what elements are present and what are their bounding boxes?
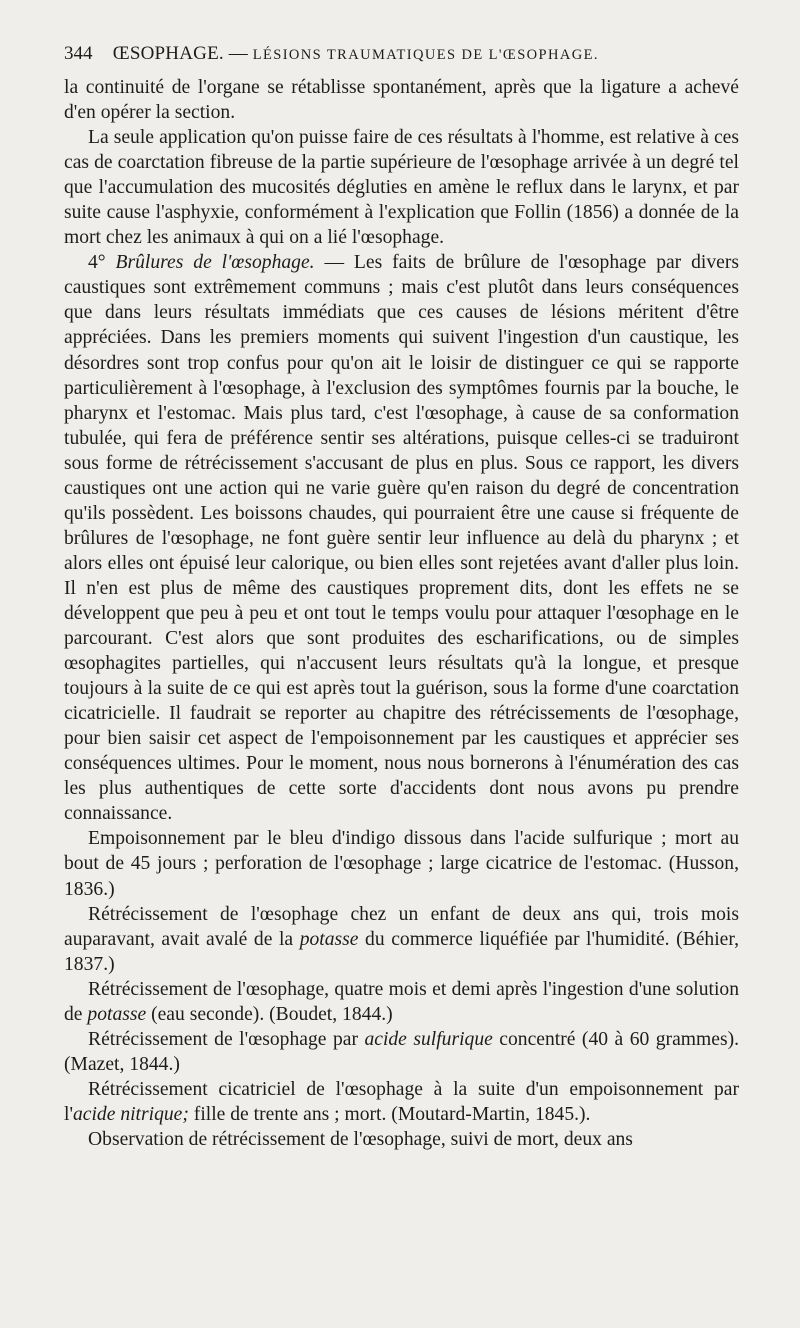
body-text <box>64 75 739 1152</box>
running-header <box>64 42 738 67</box>
chapter-title: ŒSOPHAGE. — <box>112 43 248 64</box>
paragraph-continuation: la continuité de l'organe se rétablisse spontanément, après que la ligature a achevé d'en opérer la section. <box>64 77 739 124</box>
section-heading-italic: Brûlures de l'œsophage. <box>115 252 315 274</box>
case-boudet: Rétrécissement de l'œsophage, quatre mois et demi après l'ingestion d'une solution de potasse (eau seconde). (Boudet, 1844.) <box>64 978 739 1025</box>
paragraph-brulures: 4° Brûlures de l'œsophage. — Les faits de brûlure de l'œsophage par divers caustiques sont extrêmement communs ; mais c'est plutôt dans leurs conséquences que dans leurs résultats immédiats que ces causes de lésions méritent d'être appréciées. Dans les premiers moments qui suivent l'ingestion d'un caustique, les désordres sont trop confus pour qu'on ait le loisir de distinguer ce qui se rapporte particulièrement à l'œsophage, à l'exclusion des symptômes fournis par la bouche, le pharynx et l'estomac. Mais plus tard, c'est l'œsophage, à cause de sa conformation tubulée, qui fera de préférence sentir ses altérations, puisque celles-ci se traduiront sous forme de rétrécissement s'accusant de plus en plus. Sous ce rapport, les divers caustiques ont une action qui ne varie guère qu'en raison du degré de concentration qu'ils possèdent. Les boissons chaudes, qui pourraient être une cause si fréquente de brûlures de l'œsophage, ne font guère sentir leur influence au delà du pharynx ; et alors elles ont épuisé leur calorique, ou bien elles sont rejetées avant d'aller plus loin. Il n'en est plus de même des caustiques proprement dits, dont les effets ne se développent que peu à peu et ont tout le temps voulu pour attaquer l'œsophage en le parcourant. C'est alors que sont produites des escharifications, ou de simples œsophagites partielles, qui n'accusent leurs résultats qu'à la longue, et presque toujours à la suite de ce qui est après tout la guérison, sous la forme d'une coarctation cicatricielle. Il faudrait se reporter au chapitre des rétrécissements de l'œsophage, pour bien saisir cet aspect de l'empoisonnement par les caustiques et apprécier ses conséquences ultimes. Pour le moment, nous nous bornerons à l'énumération des cas les plus authentiques de cette sorte d'accidents dont nous avons pu prendre connaissance. <box>64 252 739 825</box>
case-behier: Rétrécissement de l'œsophage chez un enfant de deux ans qui, trois mois auparavant, avait avalé de la potasse du commerce liquéfiée par l'humidité. (Béhier, 1837.) <box>64 903 739 975</box>
case-observation: Observation de rétrécissement de l'œsophage, suivi de mort, deux ans <box>88 1128 633 1150</box>
page-number: 344 <box>64 43 93 64</box>
paragraph-application: La seule application qu'on puisse faire de ces résultats à l'homme, est relative à ces cas de coarctation fibreuse de la partie supérieure de l'œsophage arrivée à un degré tel que l'accumulation des mucosités dégluties en amène le reflux dans le larynx, et par suite cause l'asphyxie, conformément à l'explication que Follin (1856) a donnée de la mort chez les animaux à qui on a lié l'œsophage. <box>64 127 739 249</box>
section-title: LÉSIONS TRAUMATIQUES DE L'ŒSOPHAGE. <box>252 47 599 63</box>
case-moutard-martin: Rétrécissement cicatriciel de l'œsophage à la suite d'un empoisonnement par l'acide nitrique; fille de trente ans ; mort. (Moutard-Martin, 1845.). <box>64 1078 739 1125</box>
case-husson: Empoisonnement par le bleu d'indigo dissous dans l'acide sulfurique ; mort au bout de 45 jours ; perforation de l'œsophage ; large cicatrice de l'estomac. (Husson, 1836.) <box>64 828 739 900</box>
case-mazet: Rétrécissement de l'œsophage par acide sulfurique concentré (40 à 60 grammes). (Mazet, 1844.) <box>64 1028 740 1075</box>
